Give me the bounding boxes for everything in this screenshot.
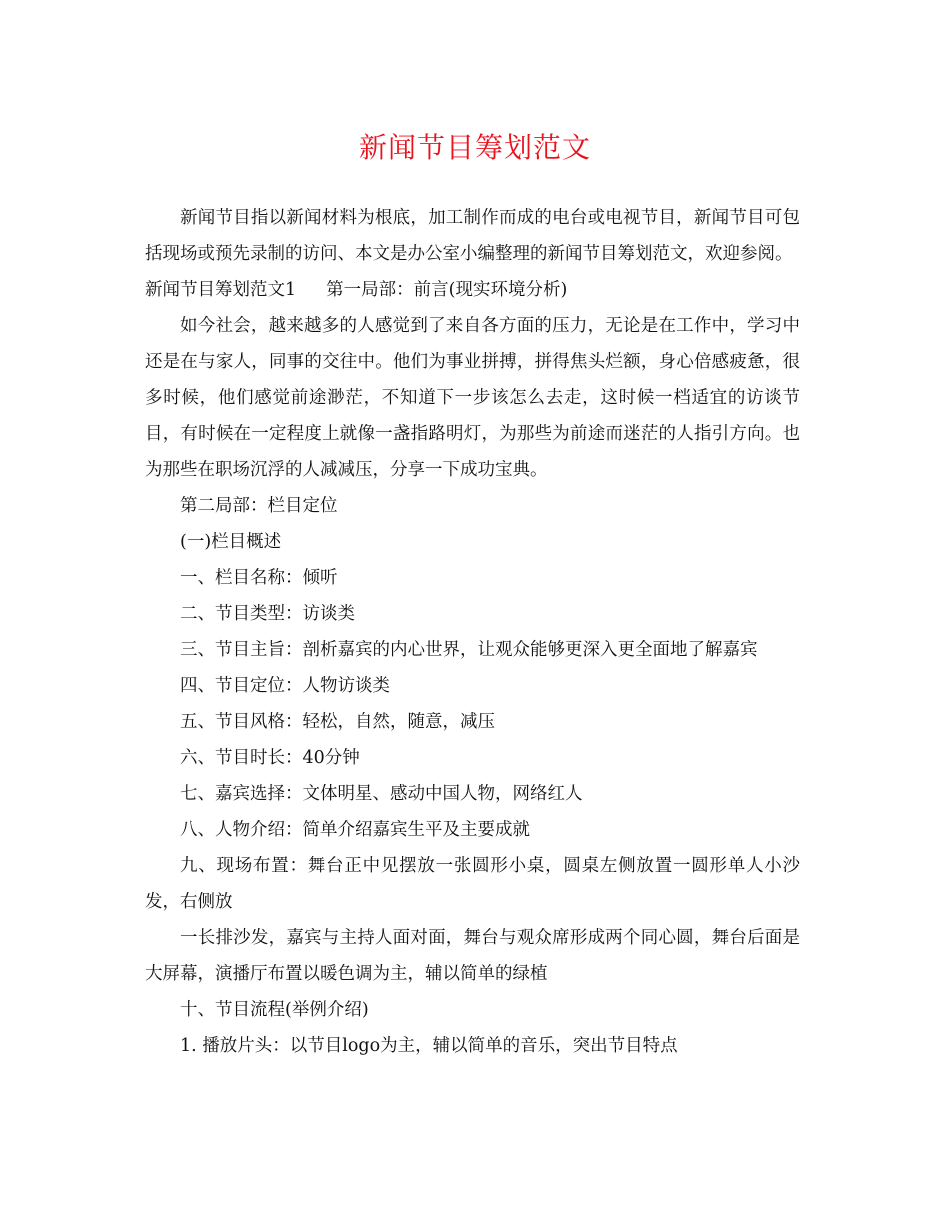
list-item-type: 二、节目类型：访谈类 <box>180 604 355 624</box>
list-item-name: 一、栏目名称：倾听 <box>180 568 338 588</box>
background-paragraph: 如今社会，越来越多的人感觉到了来自各方面的压力，无论是在工作中，学习中还是在与家人，同事的交往中。他们为事业拼搏，拼得焦头烂额，身心倍感疲惫，很多时候，他们感觉前途渺茫，不知道下一步该怎么去走，这时候一档适宜的访谈节目，有时候在一定程度上就像一盏指路明灯，为那些为前途而迷茫的人指引方向。也为那些在职场沉浮的人减减压，分享一下成功宝典。 <box>145 316 800 480</box>
list-item-positioning: 四、节目定位：人物访谈类 <box>180 676 390 696</box>
list-item-duration: 六、节目时长：40分钟 <box>180 748 360 768</box>
list-item-style: 五、节目风格：轻松，自然，随意，减压 <box>180 712 495 732</box>
flow-heading: 十、节目流程(举例介绍) <box>180 1000 369 1020</box>
list-item-guests: 七、嘉宾选择：文体明星、感动中国人物，网络红人 <box>180 784 583 804</box>
section-heading-left: 新闻节目筹划范文1 <box>145 280 297 300</box>
section-heading-right: 第一局部：前言(现实环境分析) <box>326 280 568 300</box>
part2-heading: 第二局部：栏目定位 <box>180 496 338 516</box>
intro-paragraph: 新闻节目指以新闻材料为根底，加工制作而成的电台或电视节目，新闻节目可包括现场或预先录制的访问、本文是办公室小编整理的新闻节目筹划范文，欢迎参阅。 <box>145 208 800 264</box>
list-item-intro: 八、人物介绍：简单介绍嘉宾生平及主要成就 <box>180 820 530 840</box>
section-heading <box>145 272 800 308</box>
document-title: 新闻节目筹划范文 <box>358 131 591 164</box>
flow-item: 1. 播放片头：以节目logo为主，辅以简单的音乐，突出节目特点 <box>180 1036 678 1056</box>
list-item-purpose: 三、节目主旨：剖析嘉宾的内心世界，让观众能够更深入更全面地了解嘉宾 <box>180 640 758 660</box>
document-body <box>145 200 800 1064</box>
list-item-stage: 九、现场布置：舞台正中见摆放一张圆形小桌，圆桌左侧放置一圆形单人小沙发，右侧放 <box>145 856 800 912</box>
stage-paragraph: 一长排沙发，嘉宾与主持人面对面，舞台与观众席形成两个同心圆，舞台后面是大屏幕，演播厅布置以暖色调为主，辅以简单的绿植 <box>145 928 800 984</box>
overview-heading: (一)栏目概述 <box>180 532 282 552</box>
